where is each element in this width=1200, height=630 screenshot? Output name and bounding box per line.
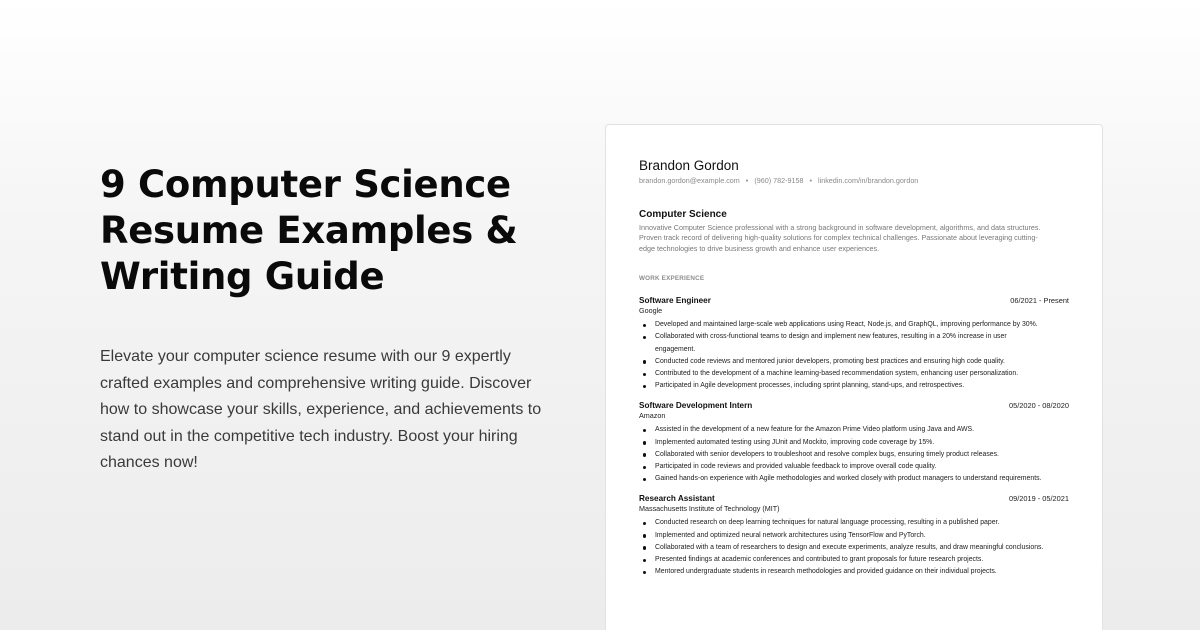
section-heading-work-experience: WORK EXPERIENCE — [639, 275, 705, 283]
job-header — [639, 295, 1069, 306]
job-dates: 09/2019 - 05/2021 — [1009, 494, 1069, 504]
job-bullet: Mentored undergraduate students in research methodologies and provided guidance on their individual projects. — [639, 566, 1044, 578]
resume-preview — [605, 124, 1103, 630]
resume-linkedin: linkedin.com/in/brandon.gordon — [818, 176, 919, 185]
contact-separator: • — [809, 176, 813, 185]
job-bullets — [639, 517, 1069, 578]
page-title — [100, 162, 560, 300]
job-role: Software Engineer — [639, 296, 711, 306]
contact-separator: • — [745, 176, 749, 185]
job-bullet: Participated in Agile development processes, including sprint planning, stand-ups, and retrospectives. — [639, 380, 1044, 392]
work-experience-list — [639, 295, 1069, 578]
job-bullet: Participated in code reviews and provided valuable feedback to improve overall code quality. — [639, 461, 1044, 473]
job-entry — [639, 400, 1069, 485]
job-entry — [639, 493, 1069, 578]
job-bullet: Implemented automated testing using JUnit and Mockito, improving code coverage by 15%. — [639, 437, 1044, 449]
job-entry — [639, 295, 1069, 392]
intro-paragraph: Elevate your computer science resume with our 9 expertly crafted examples and comprehensive writing guide. Discover how to showcase your skills, experience, and achievements to stand out in the competitive tech industry. Boost your hiring chances now! — [100, 348, 542, 471]
job-bullets — [639, 424, 1069, 485]
job-dates: 06/2021 - Present — [1010, 296, 1069, 306]
job-bullet: Presented findings at academic conferences and contributed to grant proposals for future research projects. — [639, 554, 1044, 566]
job-bullet: Assisted in the development of a new feature for the Amazon Prime Video platform using Java and AWS. — [639, 424, 1044, 436]
job-company: Google — [639, 306, 663, 316]
job-bullet: Developed and maintained large-scale web applications using React, Node.js, and GraphQL, improving performance by 30%. — [639, 319, 1044, 331]
page-title-line-2: Resume Examples & — [100, 209, 518, 252]
job-bullet: Conducted code reviews and mentored junior developers, promoting best practices and ensuring high code quality. — [639, 356, 1044, 368]
job-company: Amazon — [639, 411, 666, 421]
job-bullet: Collaborated with senior developers to troubleshoot and resolve complex bugs, ensuring timely product releases. — [639, 449, 1044, 461]
job-dates: 05/2020 - 08/2020 — [1009, 401, 1069, 411]
job-header — [639, 400, 1069, 411]
resume-phone: (960) 782-9158 — [754, 176, 804, 185]
resume-name: Brandon Gordon — [639, 158, 739, 173]
job-bullet: Implemented and optimized neural network architectures using TensorFlow and PyTorch. — [639, 530, 1044, 542]
job-bullet: Contributed to the development of a machine learning-based recommendation system, enhancing user personalization. — [639, 368, 1044, 380]
resume-contact — [639, 176, 1069, 186]
job-bullets — [639, 319, 1069, 392]
resume-email: brandon.gordon@example.com — [639, 176, 740, 185]
job-bullet: Gained hands-on experience with Agile methodologies and worked closely with product managers to understand requirements. — [639, 473, 1044, 485]
page-title-line-1: 9 Computer Science — [100, 163, 511, 206]
resume-summary: Innovative Computer Science professional with a strong background in software development, algorithms, and data structures. Proven track record of delivering high-quality solutions for complex technical challenges. Passionate about leveraging cutting-edge technologies to drive business growth and enhance user experiences. — [639, 223, 1041, 253]
job-bullet: Collaborated with cross-functional teams to design and implement new features, resulting in a 20% increase in user engagement. — [639, 331, 1044, 355]
job-header — [639, 493, 1069, 504]
page-title-line-3: Writing Guide — [100, 255, 385, 298]
hero-section — [100, 162, 560, 477]
job-role: Research Assistant — [639, 494, 715, 504]
job-company: Massachusetts Institute of Technology (MIT) — [639, 504, 780, 514]
job-role: Software Development Intern — [639, 401, 753, 411]
job-bullet: Collaborated with a team of researchers to design and execute experiments, analyze results, and draw meaningful conclusions. — [639, 542, 1044, 554]
job-bullet: Conducted research on deep learning techniques for natural language processing, resulting in a published paper. — [639, 517, 1044, 529]
resume-title: Computer Science — [639, 209, 727, 220]
